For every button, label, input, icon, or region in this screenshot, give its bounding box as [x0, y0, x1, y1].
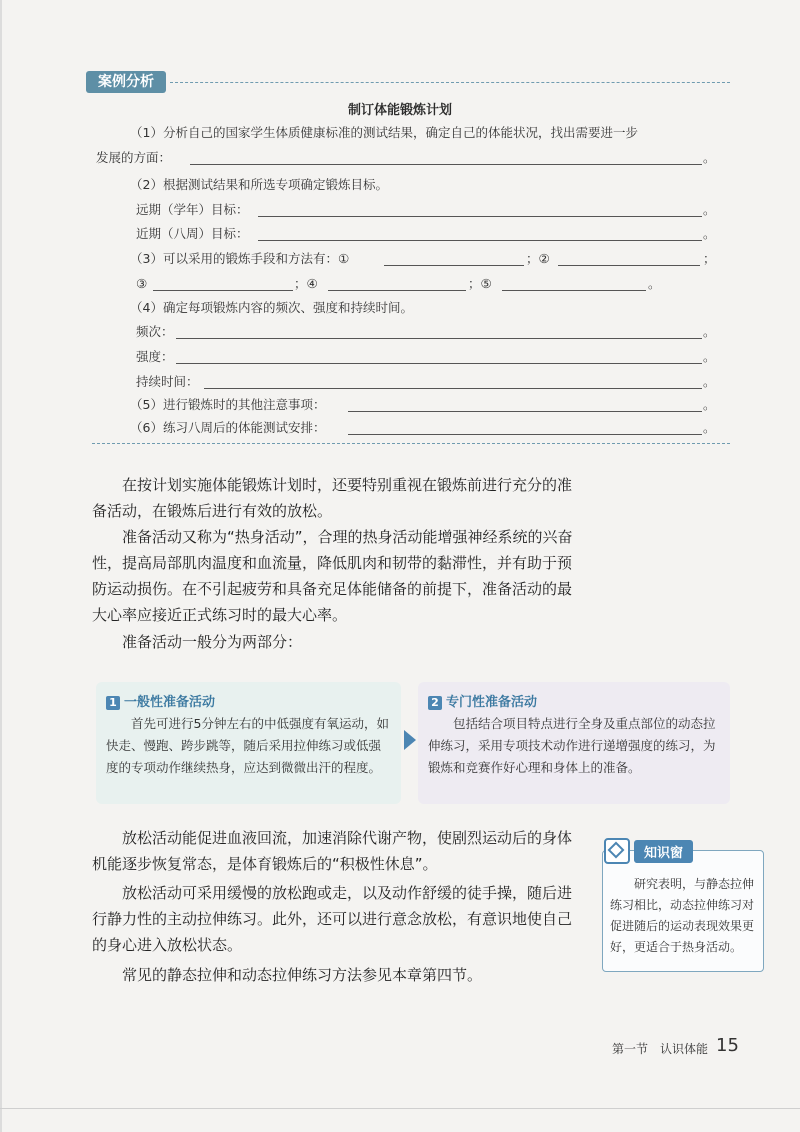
case-header-rule — [170, 82, 730, 83]
case-bottom-rule — [92, 443, 730, 444]
page-number: 15 — [716, 1035, 739, 1056]
special-warmup-title: 专门性准备活动 — [446, 695, 538, 710]
arrow-right-icon — [404, 730, 416, 750]
method-2-blank[interactable] — [558, 265, 700, 266]
period: 。 — [703, 202, 716, 217]
special-warmup-text: 包括结合项目特点进行全身及重点部位的动态拉伸练习，采用专项技术动作进行递增强度的练习，为锻炼和竞赛作好心理和身体上的准备。 — [428, 716, 716, 775]
paragraph-3 — [92, 629, 582, 655]
method-1-blank[interactable] — [384, 265, 524, 266]
special-warmup-heading — [428, 691, 537, 710]
paragraph-2-text: 准备活动又称为“热身活动”，合理的热身活动能增强神经系统的兴奋性，提高局部肌肉温度和血流量，降低肌肉和韧带的黏滞性，并有助于预防运动损伤。在不引起疲劳和具备充足体能储备的前提下，准备活动的最大心率应接近正式练习时的最大心率。 — [92, 528, 573, 624]
period: 。 — [648, 276, 661, 291]
short-term-blank[interactable] — [258, 240, 702, 241]
paragraph-6 — [92, 962, 582, 988]
general-warmup-panel — [96, 682, 401, 804]
period: 。 — [703, 397, 716, 412]
case-analysis-tag: 案例分析 — [86, 71, 166, 93]
method-3-blank[interactable] — [153, 290, 293, 291]
long-term-blank[interactable] — [258, 216, 702, 217]
number-badge: 2 — [428, 696, 442, 710]
short-term-label: 近期（八周）目标： — [136, 226, 249, 241]
plan-title: 制订体能锻炼计划 — [347, 103, 452, 118]
semicolon: ； — [703, 251, 716, 266]
general-warmup-title: 一般性准备活动 — [124, 695, 216, 710]
number-badge: 1 — [106, 696, 120, 710]
item4: （4）确定每项锻炼内容的频次、强度和持续时间。 — [130, 300, 413, 315]
period: 。 — [703, 349, 716, 364]
period: 。 — [703, 420, 716, 435]
intensity-label: 强度： — [136, 349, 174, 364]
knowledge-window-text: 研究表明，与静态拉伸练习相比，动态拉伸练习对促进随后的运动表现效果更好，更适合于热身活动。 — [610, 877, 755, 954]
paragraph-3-text: 准备活动一般分为两部分： — [122, 633, 303, 651]
item6: （6）练习八周后的体能测试安排： — [130, 420, 326, 435]
long-term-label: 远期（学年）目标： — [136, 202, 249, 217]
general-warmup-text: 首先可进行5分钟左右的中低强度有氧运动，如快走、慢跑、跨步跳等，随后采用拉伸练习或低强度的专项动作继续热身，应达到微微出汗的程度。 — [106, 716, 389, 775]
method-5-blank[interactable] — [502, 290, 646, 291]
method-4-blank[interactable] — [328, 290, 466, 291]
section-label: 第一节 认识体能 — [612, 1042, 709, 1056]
period: 。 — [703, 374, 716, 389]
page-edge — [0, 0, 2, 1132]
paragraph-2 — [92, 524, 582, 628]
method-4-label: ；④ — [294, 276, 318, 291]
duration-label: 持续时间： — [136, 374, 199, 389]
method-5-label: ；⑤ — [468, 276, 492, 291]
knowledge-window-tag: 知识窗 — [634, 840, 693, 863]
item3: （3）可以采用的锻炼手段和方法有：① — [130, 251, 350, 266]
intensity-blank[interactable] — [176, 363, 702, 364]
notes-blank[interactable] — [348, 411, 702, 412]
development-blank[interactable] — [190, 164, 702, 165]
duration-blank[interactable] — [204, 388, 702, 389]
item2: （2）根据测试结果和所选专项确定锻炼目标。 — [130, 177, 388, 192]
frequency-blank[interactable] — [176, 338, 702, 339]
test-arrangement-blank[interactable] — [348, 434, 702, 435]
general-warmup-heading — [106, 691, 215, 710]
item5: （5）进行锻炼时的其他注意事项： — [130, 397, 326, 412]
method-2-label: ；② — [526, 251, 550, 266]
method-3-label: ③ — [136, 276, 148, 291]
period: 。 — [703, 150, 716, 165]
paragraph-5 — [92, 880, 582, 958]
paragraph-1-text: 在按计划实施体能锻炼计划时，还要特别重视在锻炼前进行充分的准备活动，在锻炼后进行有效的放松。 — [92, 476, 573, 520]
period: 。 — [703, 226, 716, 241]
paragraph-4-text: 放松活动能促进血液回流，加速消除代谢产物，使剧烈运动后的身体机能逐步恢复常态，是体育锻炼后的“积极性休息”。 — [92, 829, 573, 873]
item1-line1: （1）分析自己的国家学生体质健康标准的测试结果，确定自己的体能状况，找出需要进一步 — [130, 125, 638, 140]
frequency-label: 频次： — [136, 324, 174, 339]
paragraph-5-text: 放松活动可采用缓慢的放松跑或走，以及动作舒缓的徒手操，随后进行静力性的主动拉伸练习。此外，还可以进行意念放松，有意识地使自己的身心进入放松状态。 — [92, 884, 573, 954]
item1-line2: 发展的方面： — [96, 150, 172, 165]
paragraph-4 — [92, 825, 582, 877]
paragraph-1 — [92, 472, 582, 524]
paragraph-6-text: 常见的静态拉伸和动态拉伸练习方法参见本章第四节。 — [122, 966, 483, 984]
diamond-icon — [604, 838, 630, 864]
bottom-rule — [0, 1108, 800, 1109]
special-warmup-panel — [418, 682, 730, 804]
period: 。 — [703, 324, 716, 339]
